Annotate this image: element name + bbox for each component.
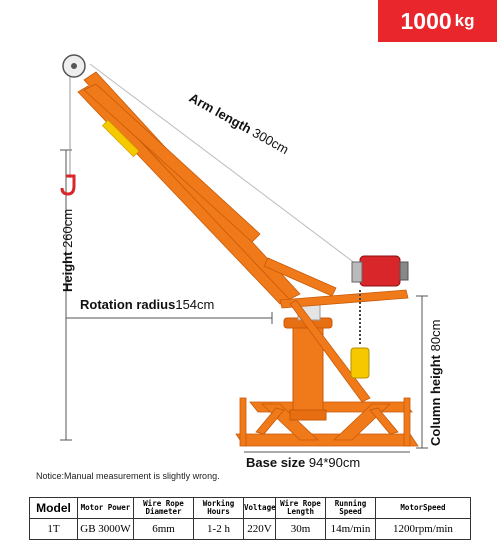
column-height-label: Column height 80cm xyxy=(428,319,443,446)
header-running-speed: Running Speed xyxy=(326,498,376,519)
cell-running-speed: 14m/min xyxy=(326,519,376,540)
spec-table xyxy=(29,497,471,540)
spec-header-row xyxy=(30,498,471,519)
base-size-label: Base size 94*90cm xyxy=(246,455,361,470)
height-label: Height 260cm xyxy=(60,208,75,292)
spec-value-row xyxy=(30,519,471,540)
cell-motor-speed: 1200rpm/min xyxy=(376,519,471,540)
header-model: Model xyxy=(30,498,78,519)
header-wire-rope-diameter: Wire Rope Diameter xyxy=(134,498,194,519)
crane-base xyxy=(236,398,418,446)
motor xyxy=(352,256,408,286)
rotation-radius-label: Rotation radius154cm xyxy=(80,297,215,312)
hook xyxy=(62,176,74,194)
header-voltage: Voltage xyxy=(244,498,276,519)
header-motor-speed: MotorSpeed xyxy=(376,498,471,519)
header-wire-rope-length: Wire Rope Length xyxy=(276,498,326,519)
header-working-hours: Working Hours xyxy=(194,498,244,519)
cell-motor-power: GB 3000W xyxy=(78,519,134,540)
notice-text: Notice:Manual measurement is slightly wrong. xyxy=(36,471,220,481)
capacity-value: 1000 xyxy=(400,7,452,34)
arm-length-label: Arm length 300cm xyxy=(186,90,292,158)
cell-wire-rope-length: 30m xyxy=(276,519,326,540)
cell-working-hours: 1-2 h xyxy=(194,519,244,540)
cell-model: 1T xyxy=(30,519,78,540)
cell-voltage: 220V xyxy=(244,519,276,540)
hook-block xyxy=(351,348,369,378)
header-motor-power: Motor Power xyxy=(78,498,134,519)
capacity-unit: kg xyxy=(454,11,475,30)
cell-wire-rope-diameter: 6mm xyxy=(134,519,194,540)
